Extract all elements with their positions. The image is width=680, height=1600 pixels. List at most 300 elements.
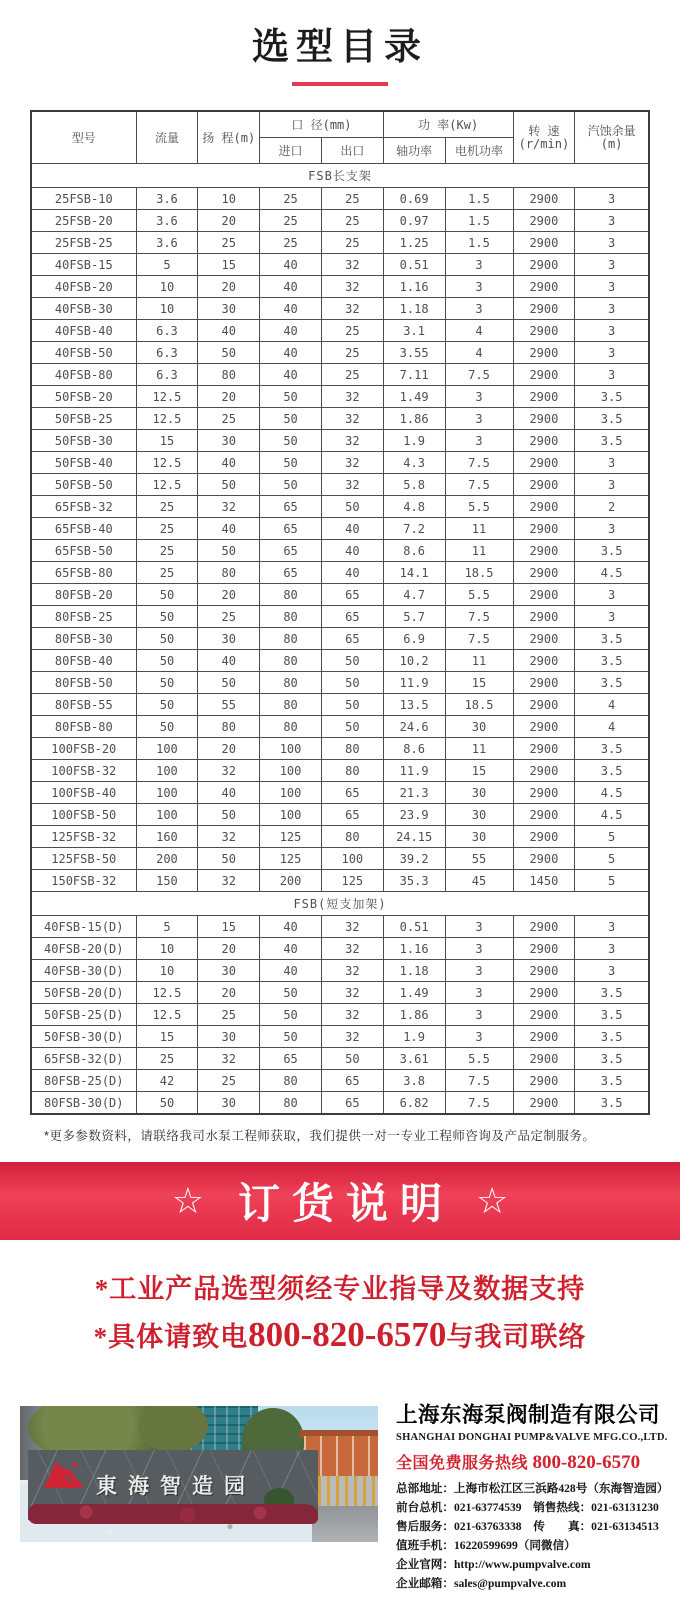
table-cell: 100FSB-20 [31,738,136,760]
table-cell: 32 [321,982,383,1004]
table-cell: 80 [260,650,322,672]
table-cell: 5.8 [383,474,445,496]
table-cell: 25 [136,540,198,562]
table-cell: 25 [136,518,198,540]
table-cell: 2900 [513,210,575,232]
table-cell: 25 [321,320,383,342]
table-cell: 30 [198,298,260,320]
notice-line-2: *具体请致电800-820-6570与我司联络 [93,1315,587,1354]
table-cell: 11 [445,738,513,760]
table-cell: 2900 [513,916,575,938]
table-cell: 80 [321,760,383,782]
table-cell: 3.5 [575,540,649,562]
table-row [31,320,649,342]
table-section-row [31,164,649,188]
table-cell: 100 [136,738,198,760]
table-cell: 30 [198,1092,260,1115]
table-cell: 2900 [513,1048,575,1070]
table-cell: 2900 [513,1004,575,1026]
table-cell: 125 [260,848,322,870]
table-cell: 50 [136,628,198,650]
page-title: 选型目录 [252,26,428,67]
table-cell: 5 [575,826,649,848]
table-row [31,782,649,804]
col-header-flow: 流量 [136,111,198,164]
table-row [31,1070,649,1092]
table-cell: 24.6 [383,716,445,738]
table-cell: 1.49 [383,982,445,1004]
table-cell: 50 [321,650,383,672]
table-cell: 2900 [513,276,575,298]
table-cell: 3 [445,298,513,320]
col-header-power-group: 功 率(Kw) [383,111,513,138]
table-cell: 3 [575,210,649,232]
table-row [31,606,649,628]
table-cell: 25FSB-20 [31,210,136,232]
table-cell: 25 [321,188,383,210]
table-cell: 40FSB-20 [31,276,136,298]
table-cell: 32 [321,298,383,320]
col-header-model: 型号 [31,111,136,164]
table-cell: 6.3 [136,364,198,386]
table-cell: 15 [136,430,198,452]
table-cell: 50 [198,672,260,694]
table-cell: 2900 [513,474,575,496]
table-row [31,1004,649,1026]
contact-address: 总部地址：上海市松江区三浜路428号（东海智造园） [396,1482,669,1495]
table-cell: 80 [198,562,260,584]
table-cell: 2900 [513,584,575,606]
table-cell: 50 [136,606,198,628]
table-cell: 50FSB-30(D) [31,1026,136,1048]
table-cell: 80FSB-30(D) [31,1092,136,1115]
table-section-row [31,892,649,916]
table-cell: 7.5 [445,1092,513,1115]
table-cell: 1450 [513,870,575,892]
table-cell: 20 [198,982,260,1004]
table-cell: 4 [575,694,649,716]
table-cell: 7.11 [383,364,445,386]
table-cell: 65FSB-80 [31,562,136,584]
table-cell: 25FSB-25 [31,232,136,254]
table-cell: 65 [260,1048,322,1070]
table-cell: 2900 [513,1070,575,1092]
table-cell: 3 [445,982,513,1004]
table-cell: 2900 [513,672,575,694]
table-cell: 80 [260,606,322,628]
table-cell: 15 [198,916,260,938]
table-cell: 80FSB-40 [31,650,136,672]
table-cell: 40 [260,960,322,982]
table-cell: 3.5 [575,738,649,760]
table-cell: 50FSB-20(D) [31,982,136,1004]
table-cell: 20 [198,276,260,298]
table-cell: 100 [321,848,383,870]
table-cell: 12.5 [136,474,198,496]
table-cell: 20 [198,386,260,408]
table-row [31,386,649,408]
table-cell: 32 [321,474,383,496]
table-cell: 40 [198,518,260,540]
table-cell: 3 [575,938,649,960]
star-icon: ☆ [171,1180,204,1221]
table-cell: 32 [321,960,383,982]
table-cell: 2900 [513,364,575,386]
col-header-npsh: 汽蚀余量 (m) [575,111,649,164]
table-cell: 20 [198,584,260,606]
table-cell: 4.8 [383,496,445,518]
table-cell: 100FSB-50 [31,804,136,826]
table-cell: 45 [445,870,513,892]
table-cell: 13.5 [383,694,445,716]
table-cell: 7.5 [445,474,513,496]
table-cell: 20 [198,738,260,760]
table-cell: 32 [321,430,383,452]
table-row [31,452,649,474]
table-cell: 10 [198,188,260,210]
order-info-banner [0,1162,680,1240]
table-cell: 2900 [513,540,575,562]
table-cell: 65 [321,1092,383,1115]
table-cell: 18.5 [445,694,513,716]
photo-gate [318,1476,378,1508]
table-cell: 50 [198,474,260,496]
table-row [31,870,649,892]
table-cell: 3.5 [575,1070,649,1092]
table-cell: 3 [445,960,513,982]
table-cell: 32 [321,386,383,408]
table-cell: 40 [321,540,383,562]
table-cell: 8.6 [383,540,445,562]
table-cell: 10 [136,960,198,982]
table-cell: 100 [136,804,198,826]
table-cell: 32 [198,1048,260,1070]
table-cell: 7.5 [445,628,513,650]
table-cell: 30 [198,430,260,452]
table-cell: 25 [136,562,198,584]
table-row [31,628,649,650]
table-cell: 65FSB-32(D) [31,1048,136,1070]
table-cell: 5.5 [445,496,513,518]
company-name-cn: 上海东海泵阀制造有限公司 [396,1403,661,1427]
table-cell: 40FSB-80 [31,364,136,386]
table-row [31,232,649,254]
table-cell: 80 [260,694,322,716]
table-cell: 15 [445,672,513,694]
table-cell: 2900 [513,254,575,276]
table-cell: 65FSB-50 [31,540,136,562]
table-cell: 0.69 [383,188,445,210]
table-cell: 3 [575,606,649,628]
table-cell: 25 [136,496,198,518]
service-hotline: 全国免费服务热线 800-820-6570 [396,1452,641,1473]
table-cell: 2900 [513,430,575,452]
table-cell: 25 [321,342,383,364]
table-cell: 200 [136,848,198,870]
table-cell: 40 [260,254,322,276]
table-cell: 32 [321,254,383,276]
table-cell: 80 [260,1070,322,1092]
table-cell: 11 [445,518,513,540]
table-cell: 30 [198,1026,260,1048]
notice-line-1: *工业产品选型须经专业指导及数据支持 [94,1274,586,1304]
table-row [31,254,649,276]
table-row [31,938,649,960]
table-cell: 4 [575,716,649,738]
table-cell: 25 [198,1004,260,1026]
table-cell: 3 [445,386,513,408]
table-cell: 1.5 [445,232,513,254]
table-cell: 2900 [513,320,575,342]
table-cell: 50 [198,848,260,870]
contact-after-sales: 售后服务：021-63763338 传 真：021-63134513 [396,1520,659,1533]
table-cell: 65 [321,584,383,606]
table-cell: 12.5 [136,1004,198,1026]
table-row [31,342,649,364]
table-row [31,188,649,210]
table-cell: 4 [445,342,513,364]
table-row [31,364,649,386]
table-cell: 2900 [513,982,575,1004]
col-header-inlet: 进口 [260,138,322,164]
table-cell: 80FSB-25 [31,606,136,628]
table-cell: 50FSB-25(D) [31,1004,136,1026]
table-cell: 12.5 [136,386,198,408]
table-cell: 3 [445,1026,513,1048]
table-cell: 2900 [513,496,575,518]
table-cell: 3 [575,584,649,606]
table-cell: 40 [198,452,260,474]
table-cell: 65 [321,804,383,826]
table-cell: 2900 [513,694,575,716]
table-cell: 32 [321,1026,383,1048]
table-cell: 80FSB-25(D) [31,1070,136,1092]
table-cell: 65 [260,496,322,518]
col-header-diameter-group: 口 径(mm) [260,111,384,138]
notices [0,1266,680,1360]
table-cell: 42 [136,1070,198,1092]
table-cell: 15 [136,1026,198,1048]
table-cell: 25 [321,364,383,386]
table-cell: 2900 [513,606,575,628]
table-cell: 3 [575,364,649,386]
table-cell: 200 [260,870,322,892]
table-cell: 50FSB-30 [31,430,136,452]
table-cell: 35.3 [383,870,445,892]
table-cell: 32 [321,938,383,960]
table-cell: 3 [575,276,649,298]
table-cell: 50 [260,430,322,452]
table-cell: 5 [136,254,198,276]
table-cell: 7.5 [445,452,513,474]
table-cell: 50 [260,474,322,496]
table-cell: 0.51 [383,254,445,276]
col-header-outlet: 出口 [321,138,383,164]
title-underline [292,82,388,86]
table-cell: 40 [321,518,383,540]
table-cell: 3 [575,474,649,496]
notice-phone-number: 800-820-6570 [248,1315,447,1354]
contact-lines [396,1479,668,1593]
spec-table-body [31,164,649,1115]
table-cell: 3.5 [575,386,649,408]
photo-lawn [20,1520,320,1542]
table-cell: 3.5 [575,1026,649,1048]
table-cell: 2900 [513,938,575,960]
table-cell: 50 [321,694,383,716]
table-cell: 4.5 [575,804,649,826]
table-row [31,584,649,606]
table-cell: 1.16 [383,276,445,298]
table-cell: 4.5 [575,562,649,584]
table-cell: 25 [260,210,322,232]
table-cell: 3 [575,188,649,210]
table-cell: 12.5 [136,408,198,430]
banner-title: 订货说明 [237,1180,454,1227]
table-cell: 25 [198,1070,260,1092]
table-cell: 100FSB-40 [31,782,136,804]
table-cell: 3.6 [136,210,198,232]
table-cell: 40 [260,298,322,320]
table-cell: 3.5 [575,760,649,782]
table-cell: 6.82 [383,1092,445,1115]
table-cell: 50 [321,716,383,738]
table-cell: 6.3 [136,342,198,364]
contact-website: 企业官网：http://www.pumpvalve.com [396,1558,591,1571]
table-row [31,804,649,826]
table-row [31,916,649,938]
table-cell: 3 [445,408,513,430]
table-cell: 10 [136,298,198,320]
table-cell: 25 [321,210,383,232]
contact-email: 企业邮箱：sales@pumpvalve.com [396,1577,567,1590]
table-cell: 40 [260,916,322,938]
table-cell: 100 [260,760,322,782]
photo-driveway [312,1506,378,1542]
table-cell: 25 [260,188,322,210]
table-cell: 30 [445,804,513,826]
table-cell: 3 [575,342,649,364]
table-cell: 40FSB-20(D) [31,938,136,960]
table-cell: 30 [198,628,260,650]
table-cell: 14.1 [383,562,445,584]
table-cell: 2900 [513,408,575,430]
table-cell: 3 [575,254,649,276]
table-cell: 40 [198,320,260,342]
table-cell: 32 [198,826,260,848]
table-cell: 55 [198,694,260,716]
table-cell: 65 [321,606,383,628]
table-cell: 50 [136,694,198,716]
table-row [31,716,649,738]
table-cell: 3.5 [575,672,649,694]
table-cell: 2900 [513,562,575,584]
table-row [31,518,649,540]
table-cell: 30 [445,782,513,804]
table-cell: 2900 [513,650,575,672]
table-cell: 3.5 [575,1048,649,1070]
photo-sign-text: 東海智造园 [96,1475,256,1498]
table-cell: 80 [321,738,383,760]
table-cell: 40FSB-50 [31,342,136,364]
table-cell: 80FSB-20 [31,584,136,606]
table-cell: 25 [198,232,260,254]
table-cell: 125 [260,826,322,848]
table-cell: 18.5 [445,562,513,584]
table-row [31,672,649,694]
table-cell: 125 [321,870,383,892]
table-cell: 5 [575,870,649,892]
table-cell: 50 [136,650,198,672]
table-cell: 10 [136,938,198,960]
table-cell: 2900 [513,188,575,210]
table-cell: 2900 [513,232,575,254]
table-cell: 50 [260,982,322,1004]
table-cell: 40FSB-30 [31,298,136,320]
table-row [31,562,649,584]
table-cell: 160 [136,826,198,848]
table-cell: 3.5 [575,650,649,672]
table-cell: 2900 [513,960,575,982]
table-cell: 0.51 [383,916,445,938]
table-cell: 5 [136,916,198,938]
table-cell: 100FSB-32 [31,760,136,782]
table-cell: 1.5 [445,188,513,210]
table-row [31,738,649,760]
table-cell: 80FSB-55 [31,694,136,716]
table-cell: 2900 [513,628,575,650]
table-section-label: FSB(短支加架) [31,892,649,916]
table-cell: 1.86 [383,408,445,430]
table-cell: 4 [445,320,513,342]
table-cell: 3 [575,320,649,342]
table-cell: 125FSB-32 [31,826,136,848]
factory-photo [20,1406,378,1542]
table-cell: 25 [198,606,260,628]
table-cell: 40FSB-15(D) [31,916,136,938]
table-section-label: FSB长支架 [31,164,649,188]
table-cell: 65 [260,562,322,584]
table-cell: 15 [198,254,260,276]
table-cell: 30 [198,960,260,982]
table-cell: 50FSB-25 [31,408,136,430]
table-cell: 7.5 [445,1070,513,1092]
table-cell: 32 [321,1004,383,1026]
table-cell: 2900 [513,342,575,364]
table-row [31,408,649,430]
table-cell: 40 [198,650,260,672]
table-cell: 32 [321,452,383,474]
table-cell: 2900 [513,760,575,782]
table-row [31,960,649,982]
table-cell: 2900 [513,298,575,320]
table-cell: 3.8 [383,1070,445,1092]
table-cell: 2900 [513,782,575,804]
table-cell: 40FSB-30(D) [31,960,136,982]
table-cell: 3.5 [575,982,649,1004]
table-cell: 10 [136,276,198,298]
table-row [31,1048,649,1070]
table-cell: 24.15 [383,826,445,848]
table-cell: 8.6 [383,738,445,760]
table-cell: 11 [445,650,513,672]
table-cell: 1.16 [383,938,445,960]
table-cell: 2 [575,496,649,518]
star-icon: ☆ [476,1180,509,1221]
table-row [31,848,649,870]
table-cell: 32 [321,408,383,430]
table-cell: 32 [198,496,260,518]
